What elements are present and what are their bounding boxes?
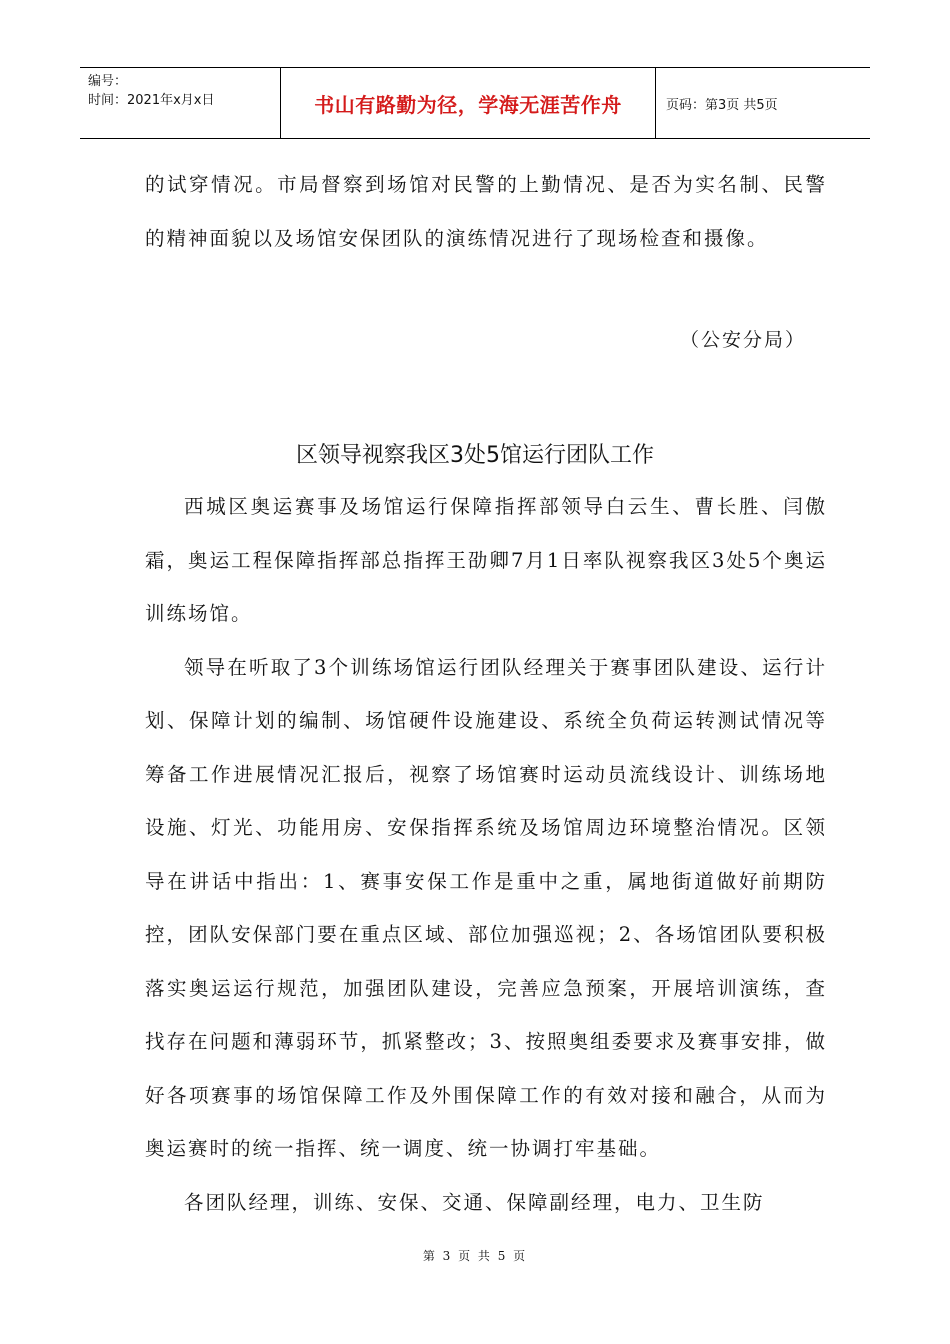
header-motto: 书山有路勤为径，学海无涯苦作舟 (281, 68, 656, 138)
document-meta (80, 68, 281, 138)
page-header (80, 67, 870, 139)
article-title: 区领导视察我区3处5馆运行团队工作 (296, 443, 654, 468)
page-footer: 第 3 页 共 5 页 (422, 1249, 528, 1263)
continued-paragraph: 的试穿情况。市局督察到场馆对民警的上勤情况、是否为实名制、民警的精神面貌以及场馆安保团队的演练情况进行了现场检查和摄像。 (145, 173, 827, 250)
article-paragraph: 领导在听取了3个训练场馆运行团队经理关于赛事团队建设、运行计划、保障计划的编制、场馆硬件设施建设、系统全负荷运转测试情况等筹备工作进展情况汇报后，视察了场馆赛时运动员流线设计、训练场地设施、灯光、功能用房、安保指挥系统及场馆周边环境整治情况。区领导在讲话中指出：1、赛事安保工作是重中之重，属地街道做好前期防控，团队安保部门要在重点区域、部位加强巡视；2、各场馆团队要积极落实奥运运行规范，加强团队建设，完善应急预案，开展培训演练，查找存在问题和薄弱环节，抓紧整改；3、按照奥组委要求及赛事安排，做好各项赛事的场馆保障工作及外围保障工作的有效对接和融合，从而为奥运赛时的统一指挥、统一调度、统一协调打牢基础。 (145, 655, 827, 1160)
article-paragraph: 各团队经理，训练、安保、交通、保障副经理，电力、卫生防 (184, 1190, 765, 1214)
source-attribution: （公安分局） (680, 329, 807, 351)
header-page-code: 页码：第3页 共5页 (666, 97, 778, 113)
document-date: 时间：2021年x月x日 (88, 93, 215, 108)
continued-paragraph-block (145, 158, 827, 265)
document-number: 编号： (88, 74, 128, 89)
article-body (145, 480, 827, 1229)
article-paragraph: 西城区奥运赛事及场馆运行保障指挥部领导白云生、曹长胜、闫傲霜，奥运工程保障指挥部总指挥王劭卿7月1日率队视察我区3处5个奥运训练场馆。 (145, 495, 827, 625)
